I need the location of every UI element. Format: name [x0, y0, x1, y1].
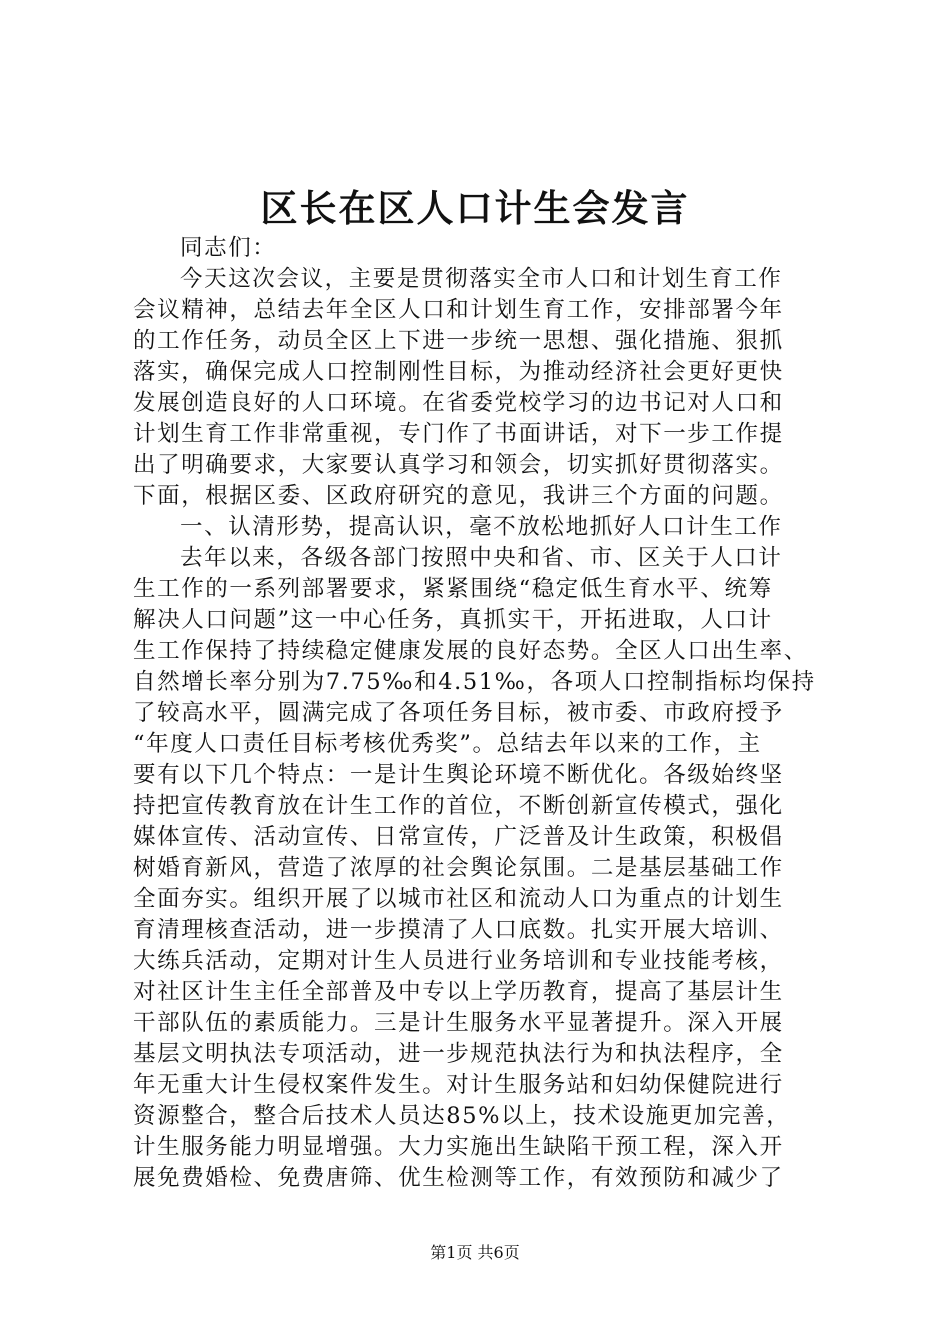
text-line: 自然增长率分别为7.75‰和4.51‰，各项人口控制指标均保持 — [133, 669, 816, 695]
document-body — [133, 233, 835, 1194]
text-line: 大练兵活动，定期对计生人员进行业务培训和专业技能考核， — [133, 948, 784, 974]
text-line: 同志们： — [180, 235, 277, 261]
text-line: 树婚育新风，营造了浓厚的社会舆论氛围。二是基层基础工作 — [133, 855, 784, 881]
text-line: 育清理核查活动，进一步摸清了人口底数。扎实开展大培训、 — [133, 917, 784, 943]
section-heading: 一、认清形势，提高认识，毫不放松地抓好人口计生工作 — [180, 514, 783, 540]
text-line: “年度人口责任目标考核优秀奖”。总结去年以来的工作，主 — [133, 731, 762, 757]
text-line: 去年以来，各级各部门按照中央和省、市、区关于人口计 — [180, 545, 783, 571]
text-line: 展免费婚检、免费唐筛、优生检测等工作，有效预防和减少了 — [133, 1165, 784, 1191]
document-title: 区长在区人口计生会发言 — [260, 186, 690, 230]
text-line: 媒体宣传、活动宣传、日常宣传，广泛普及计生政策，积极倡 — [133, 824, 784, 850]
text-line: 全面夯实。组织开展了以城市社区和流动人口为重点的计划生 — [133, 886, 784, 912]
text-line: 基层文明执法专项活动，进一步规范执法行为和执法程序，全 — [133, 1041, 784, 1067]
text-line: 落实，确保完成人口控制刚性目标，为推动经济社会更好更快 — [133, 359, 784, 385]
text-line: 出了明确要求，大家要认真学习和领会，切实抓好贯彻落实。 — [133, 452, 784, 478]
text-line: 解决人口问题”这一中心任务，真抓实干，开拓进取，人口计 — [133, 607, 773, 633]
text-line: 计划生育工作非常重视，专门作了书面讲话，对下一步工作提 — [133, 421, 784, 447]
text-line: 持把宣传教育放在计生工作的首位，不断创新宣传模式，强化 — [133, 793, 784, 819]
text-line: 生工作保持了持续稳定健康发展的良好态势。全区人口出生率、 — [133, 638, 808, 664]
text-line: 会议精神，总结去年全区人口和计划生育工作，安排部署今年 — [133, 297, 784, 323]
text-line: 今天这次会议，主要是贯彻落实全市人口和计划生育工作 — [180, 266, 783, 292]
text-line: 对社区计生主任全部普及中专以上学历教育，提高了基层计生 — [133, 979, 784, 1005]
text-line: 资源整合，整合后技术人员达85%以上，技术设施更加完善， — [133, 1103, 791, 1129]
text-line: 了较高水平，圆满完成了各项任务目标，被市委、市政府授予 — [133, 700, 784, 726]
text-line: 年无重大计生侵权案件发生。对计生服务站和妇幼保健院进行 — [133, 1072, 784, 1098]
page-footer: 第1页 共6页 — [430, 1243, 520, 1262]
text-line: 发展创造良好的人口环境。在省委党校学习的边书记对人口和 — [133, 390, 784, 416]
text-line: 下面，根据区委、区政府研究的意见，我讲三个方面的问题。 — [133, 483, 784, 509]
text-line: 要有以下几个特点：一是计生舆论环境不断优化。各级始终坚 — [133, 762, 784, 788]
text-line: 的工作任务，动员全区上下进一步统一思想、强化措施、狠抓 — [133, 328, 784, 354]
text-line: 干部队伍的素质能力。三是计生服务水平显著提升。深入开展 — [133, 1010, 784, 1036]
text-line: 生工作的一系列部署要求，紧紧围绕“稳定低生育水平、统筹 — [133, 576, 773, 602]
text-line: 计生服务能力明显增强。大力实施出生缺陷干预工程，深入开 — [133, 1134, 784, 1160]
